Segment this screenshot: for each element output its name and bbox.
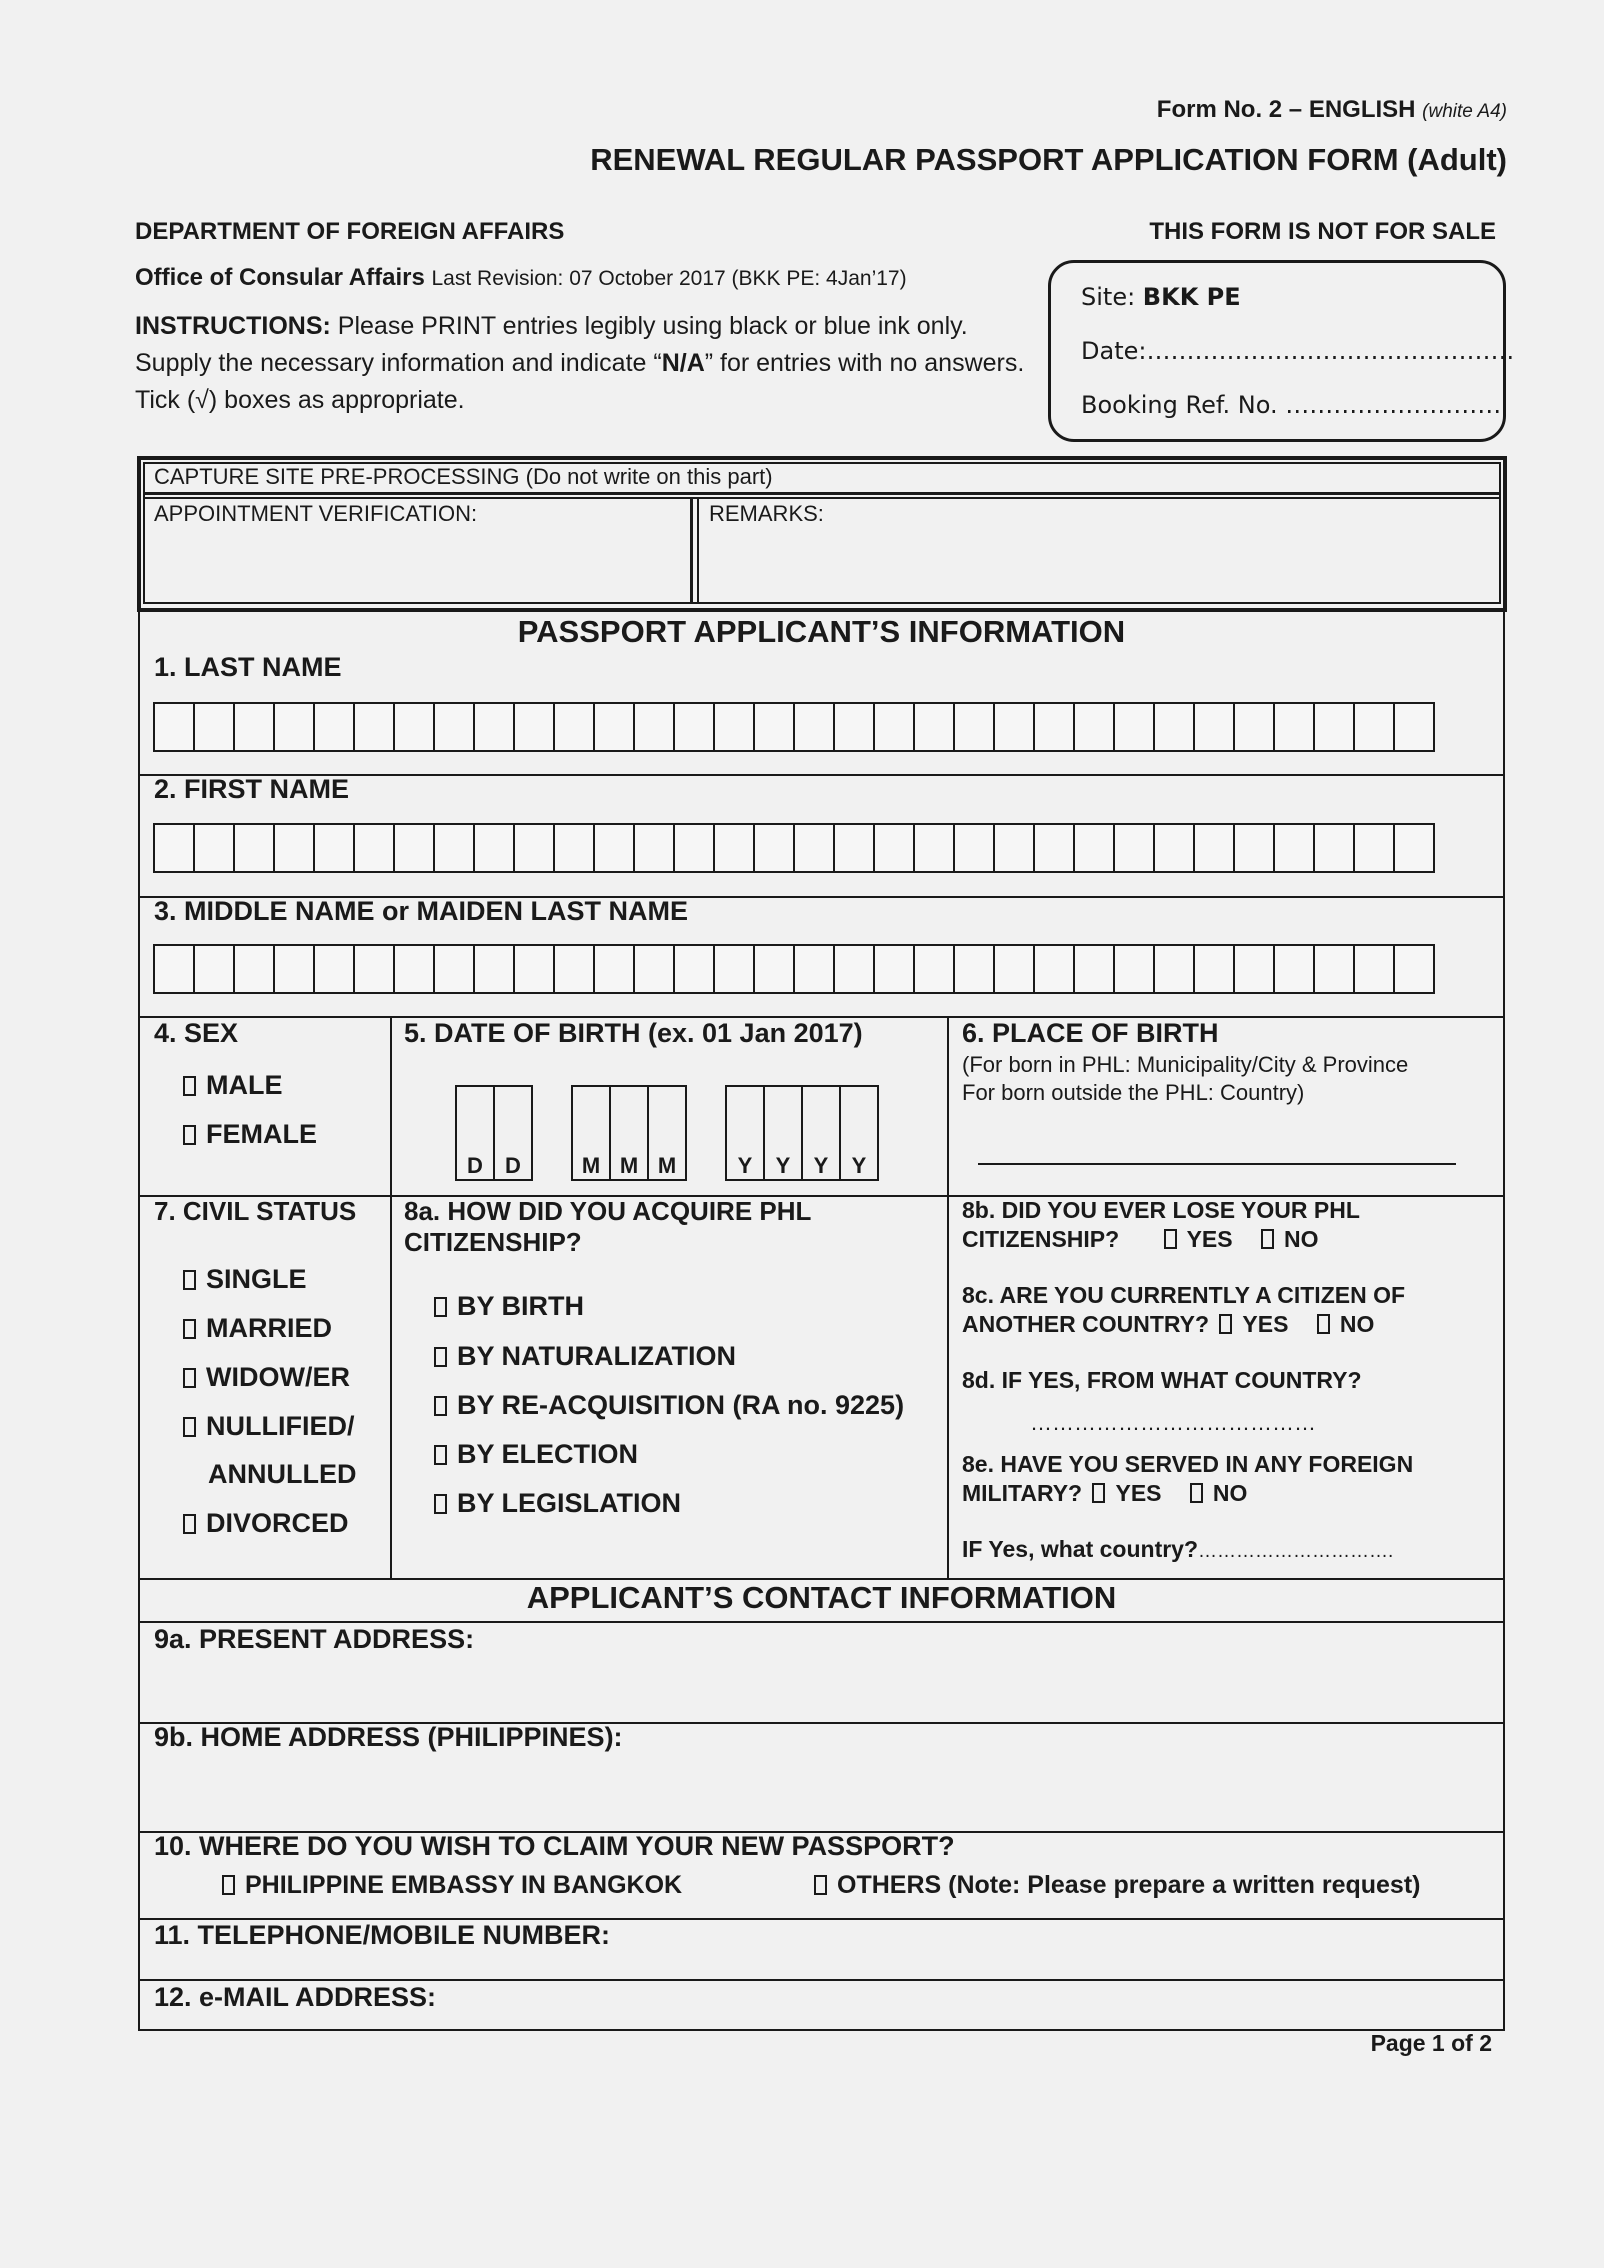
checkbox-box: [1164, 1229, 1177, 1249]
q8b-label-2: CITIZENSHIP?: [962, 1226, 1120, 1252]
checkbox-box: [222, 1875, 235, 1895]
letter-cell[interactable]: [1353, 702, 1395, 752]
letter-cell[interactable]: [1193, 944, 1235, 994]
letter-cell[interactable]: [913, 944, 955, 994]
letter-cell[interactable]: [553, 944, 595, 994]
letter-cell[interactable]: [793, 702, 835, 752]
checkbox-box: [183, 1417, 196, 1437]
civil-widow-label: WIDOW/ER: [206, 1362, 350, 1392]
dob-cell[interactable]: Y: [801, 1085, 841, 1181]
acquire-reacquisition-checkbox[interactable]: [434, 1390, 904, 1421]
instructions-label: INSTRUCTIONS:: [135, 312, 331, 340]
acquire-legislation-label: BY LEGISLATION: [457, 1488, 682, 1518]
letter-cell[interactable]: [273, 944, 315, 994]
telephone-label: 11. TELEPHONE/MOBILE NUMBER:: [154, 1920, 611, 1950]
letter-cell[interactable]: [473, 702, 515, 752]
letter-cell[interactable]: [153, 702, 195, 752]
letter-cell[interactable]: [1113, 702, 1155, 752]
middle-name-input[interactable]: [155, 944, 1435, 994]
letter-cell[interactable]: [393, 702, 435, 752]
acquire-legislation-checkbox[interactable]: [434, 1488, 681, 1519]
applicant-section-title: PASSPORT APPLICANT’S INFORMATION: [517, 614, 1126, 649]
letter-cell[interactable]: [953, 823, 995, 873]
dob-cell[interactable]: M: [647, 1085, 687, 1181]
home-address-field[interactable]: [140, 1760, 1503, 1830]
letter-cell[interactable]: [353, 823, 395, 873]
letter-cell[interactable]: [993, 944, 1035, 994]
yes-label: YES: [1242, 1311, 1289, 1337]
q8d-label: 8d. IF YES, FROM WHAT COUNTRY?: [962, 1367, 1362, 1393]
letter-cell[interactable]: [1153, 944, 1195, 994]
letter-cell[interactable]: [313, 702, 355, 752]
checkbox-box: [814, 1875, 827, 1895]
dob-cell[interactable]: Y: [725, 1085, 765, 1181]
letter-cell[interactable]: [873, 944, 915, 994]
revision-date: Last Revision: 07 October 2017 (BKK PE: 4Jan’17): [431, 267, 907, 290]
letter-cell[interactable]: [1233, 944, 1275, 994]
checkbox-box: [183, 1125, 196, 1145]
letter-cell[interactable]: [313, 823, 355, 873]
checkbox-box: [1092, 1483, 1105, 1503]
acquire-label-2: CITIZENSHIP?: [404, 1227, 582, 1257]
site-label: Site:: [1081, 283, 1143, 311]
letter-cell[interactable]: [713, 944, 755, 994]
civil-divorced-label: DIVORCED: [206, 1508, 349, 1538]
home-address-label: 9b. HOME ADDRESS (PHILIPPINES):: [154, 1722, 623, 1752]
letter-cell[interactable]: [593, 823, 635, 873]
civil-single-label: SINGLE: [206, 1264, 307, 1294]
q8e-country-field[interactable]: ………………………….: [1198, 1541, 1394, 1562]
claim-embassy-checkbox[interactable]: [222, 1871, 682, 1900]
checkbox-box: [183, 1368, 196, 1388]
letter-cell[interactable]: [593, 702, 635, 752]
acquire-reacquisition-label: BY RE-ACQUISITION (RA no. 9225): [457, 1390, 905, 1420]
dob-cell[interactable]: Y: [763, 1085, 803, 1181]
letter-cell[interactable]: [713, 823, 755, 873]
checkbox-box: [183, 1514, 196, 1534]
site-box: [1048, 260, 1515, 442]
not-for-sale-notice: THIS FORM IS NOT FOR SALE: [1149, 218, 1496, 245]
letter-cell[interactable]: [1113, 944, 1155, 994]
letter-cell[interactable]: [1033, 823, 1075, 873]
letter-cell[interactable]: [553, 823, 595, 873]
letter-cell[interactable]: [273, 823, 315, 873]
q8c-line2: [962, 1311, 1374, 1338]
letter-cell[interactable]: [1193, 702, 1235, 752]
form-number-text: Form No. 2 – ENGLISH: [1156, 96, 1416, 123]
letter-cell[interactable]: [393, 823, 435, 873]
letter-cell[interactable]: [873, 823, 915, 873]
letter-cell[interactable]: [1073, 944, 1115, 994]
letter-cell[interactable]: [553, 702, 595, 752]
no-label: NO: [1283, 1226, 1319, 1252]
letter-cell[interactable]: [1193, 823, 1235, 873]
letter-cell[interactable]: [193, 702, 235, 752]
q8c-no-checkbox[interactable]: [1317, 1311, 1375, 1337]
q8b-line2: [962, 1226, 1318, 1253]
instructions-text-end: ” for entries with no answers. Tick (√) boxes as appropriate.: [135, 349, 1025, 414]
claim-others-checkbox[interactable]: [814, 1871, 1420, 1900]
letter-cell[interactable]: [953, 702, 995, 752]
civil-single-checkbox[interactable]: [183, 1264, 307, 1295]
middle-name-label: 3. MIDDLE NAME or MAIDEN LAST NAME: [154, 896, 689, 926]
q8c-label-2: ANOTHER COUNTRY?: [962, 1311, 1210, 1337]
claim-label: 10. WHERE DO YOU WISH TO CLAIM YOUR NEW PASSPORT?: [154, 1831, 955, 1861]
civil-married-label: MARRIED: [206, 1313, 332, 1343]
letter-cell[interactable]: [193, 944, 235, 994]
sex-male-checkbox[interactable]: [183, 1070, 283, 1101]
letter-cell[interactable]: [673, 702, 715, 752]
letter-cell[interactable]: [1073, 702, 1115, 752]
letter-cell[interactable]: [1273, 823, 1315, 873]
site-line: [1081, 283, 1503, 337]
letter-cell[interactable]: [433, 823, 475, 873]
civil-widow-checkbox[interactable]: [183, 1362, 350, 1393]
letter-cell[interactable]: [1073, 823, 1115, 873]
letter-cell[interactable]: [913, 702, 955, 752]
letter-cell[interactable]: [313, 944, 355, 994]
letter-cell[interactable]: [233, 702, 275, 752]
q8c-label: 8c. ARE YOU CURRENTLY A CITIZEN OF: [962, 1282, 1406, 1308]
letter-cell[interactable]: [993, 702, 1035, 752]
q8e-no-checkbox[interactable]: [1190, 1480, 1248, 1506]
form-number: [1157, 96, 1507, 124]
civil-married-checkbox[interactable]: [183, 1313, 332, 1344]
no-label: NO: [1339, 1311, 1375, 1337]
dob-label: 5. DATE OF BIRTH (ex. 01 Jan 2017): [404, 1018, 863, 1048]
pob-input-line[interactable]: [978, 1163, 1456, 1165]
q8e-label: 8e. HAVE YOU SERVED IN ANY FOREIGN: [962, 1451, 1414, 1477]
checkbox-box: [1219, 1314, 1232, 1334]
civil-annulled-label: ANNULLED: [208, 1459, 357, 1489]
letter-cell[interactable]: [593, 944, 635, 994]
claim-others-label: OTHERS (Note: Please prepare a written request): [837, 1871, 1421, 1899]
appointment-verification-label: APPOINTMENT VERIFICATION:: [154, 501, 478, 526]
letter-cell[interactable]: [833, 702, 875, 752]
letter-cell[interactable]: [233, 823, 275, 873]
contact-section-title: APPLICANT’S CONTACT INFORMATION: [526, 1580, 1117, 1615]
q8e-country-line: [962, 1536, 1393, 1563]
letter-cell[interactable]: [353, 702, 395, 752]
checkbox-box: [183, 1270, 196, 1290]
office-name: Office of Consular Affairs: [135, 264, 425, 291]
yes-label: YES: [1186, 1226, 1233, 1252]
letter-cell[interactable]: [1273, 702, 1315, 752]
instructions-text: Please PRINT entries legibly using black or blue ink only. Supply the necessary information and indicate “: [135, 312, 968, 377]
letter-cell[interactable]: [1113, 823, 1155, 873]
letter-cell[interactable]: [753, 823, 795, 873]
letter-cell[interactable]: [393, 944, 435, 994]
letter-cell[interactable]: [433, 702, 475, 752]
letter-cell[interactable]: [793, 823, 835, 873]
claim-embassy-label: PHILIPPINE EMBASSY IN BANGKOK: [245, 1871, 683, 1899]
present-address-field[interactable]: [140, 1660, 1503, 1720]
page-number: Page 1 of 2: [1370, 2030, 1492, 2056]
dob-cell[interactable]: M: [571, 1085, 611, 1181]
q8b-yes-checkbox[interactable]: [1164, 1226, 1233, 1252]
sex-female-checkbox[interactable]: [183, 1119, 317, 1150]
checkbox-box: [1317, 1314, 1330, 1334]
sex-label: 4. SEX: [154, 1018, 239, 1048]
letter-cell[interactable]: [513, 944, 555, 994]
pob-note-abroad: For born outside the PHL: Country): [962, 1080, 1305, 1105]
letter-cell[interactable]: [233, 944, 275, 994]
last-name-label: 1. LAST NAME: [154, 652, 342, 682]
dob-cell[interactable]: M: [609, 1085, 649, 1181]
letter-cell[interactable]: [753, 702, 795, 752]
letter-cell[interactable]: [713, 702, 755, 752]
letter-cell[interactable]: [673, 944, 715, 994]
q8c-yes-checkbox[interactable]: [1219, 1311, 1288, 1337]
letter-cell[interactable]: [753, 944, 795, 994]
acquire-naturalization-checkbox[interactable]: [434, 1341, 736, 1372]
dob-cell[interactable]: Y: [839, 1085, 879, 1181]
date-field[interactable]: Date:……………………………………….: [1081, 337, 1515, 365]
pob-label: 6. PLACE OF BIRTH: [962, 1018, 1219, 1048]
letter-cell[interactable]: [473, 823, 515, 873]
letter-cell[interactable]: [673, 823, 715, 873]
letter-cell[interactable]: [1033, 944, 1075, 994]
checkbox-box: [434, 1396, 447, 1416]
checkbox-box: [1261, 1229, 1274, 1249]
q8e-country-label: IF Yes, what country?: [962, 1536, 1199, 1562]
letter-cell[interactable]: [953, 944, 995, 994]
letter-cell[interactable]: [1313, 702, 1355, 752]
checkbox-box: [434, 1297, 447, 1317]
office-line: [135, 264, 907, 292]
civil-nullified-label: NULLIFIED/: [206, 1411, 355, 1441]
checkbox-box: [1190, 1483, 1203, 1503]
letter-cell[interactable]: [833, 944, 875, 994]
checkbox-box: [434, 1347, 447, 1367]
letter-cell[interactable]: [153, 944, 195, 994]
letter-cell[interactable]: [633, 823, 675, 873]
acquire-election-label: BY ELECTION: [457, 1439, 639, 1469]
letter-cell[interactable]: [353, 944, 395, 994]
civil-status-label: 7. CIVIL STATUS: [154, 1196, 357, 1226]
letter-cell[interactable]: [1033, 702, 1075, 752]
checkbox-box: [183, 1319, 196, 1339]
sex-male-label: MALE: [206, 1070, 283, 1100]
acquire-election-checkbox[interactable]: [434, 1439, 638, 1470]
instructions: [135, 308, 1025, 419]
letter-cell[interactable]: [1393, 944, 1435, 994]
letter-cell[interactable]: [1313, 823, 1355, 873]
dob-cell[interactable]: D: [455, 1085, 495, 1181]
last-name-input[interactable]: [155, 702, 1435, 752]
letter-cell[interactable]: [1313, 944, 1355, 994]
letter-cell[interactable]: [1393, 823, 1435, 873]
letter-cell[interactable]: [833, 823, 875, 873]
letter-cell[interactable]: [873, 702, 915, 752]
letter-cell[interactable]: [993, 823, 1035, 873]
checkbox-box: [183, 1076, 196, 1096]
q8b-no-checkbox[interactable]: [1261, 1226, 1319, 1252]
present-address-label: 9a. PRESENT ADDRESS:: [154, 1624, 475, 1654]
form-title: RENEWAL REGULAR PASSPORT APPLICATION FORM (Adult): [590, 142, 1507, 177]
no-label: NO: [1212, 1480, 1248, 1506]
letter-cell[interactable]: [913, 823, 955, 873]
letter-cell[interactable]: [1273, 944, 1315, 994]
pob-note-phl: (For born in PHL: Municipality/City & Province: [962, 1052, 1409, 1077]
first-name-input[interactable]: [155, 823, 1435, 873]
letter-cell[interactable]: [1233, 702, 1275, 752]
letter-cell[interactable]: [153, 823, 195, 873]
department-name: DEPARTMENT OF FOREIGN AFFAIRS: [135, 218, 565, 245]
dob-cell[interactable]: D: [493, 1085, 533, 1181]
letter-cell[interactable]: [1153, 823, 1195, 873]
booking-ref-field[interactable]: Booking Ref. No. ………………………: [1081, 391, 1502, 419]
civil-divorced-checkbox[interactable]: [183, 1508, 349, 1539]
acquire-naturalization-label: BY NATURALIZATION: [457, 1341, 736, 1371]
yes-label: YES: [1115, 1480, 1162, 1506]
letter-cell[interactable]: [513, 823, 555, 873]
email-label: 12. e-MAIL ADDRESS:: [154, 1982, 437, 2012]
site-value: BKK PE: [1142, 283, 1241, 311]
letter-cell[interactable]: [1153, 702, 1195, 752]
letter-cell[interactable]: [1233, 823, 1275, 873]
q8e-label-2: MILITARY?: [962, 1480, 1083, 1506]
first-name-label: 2. FIRST NAME: [154, 774, 350, 804]
letter-cell[interactable]: [273, 702, 315, 752]
letter-cell[interactable]: [1393, 702, 1435, 752]
letter-cell[interactable]: [633, 944, 675, 994]
form-paper-note: (white A4): [1422, 101, 1507, 122]
sex-female-label: FEMALE: [206, 1119, 317, 1149]
checkbox-box: [434, 1494, 447, 1514]
checkbox-box: [434, 1445, 447, 1465]
letter-cell[interactable]: [193, 823, 235, 873]
q8e-yes-checkbox[interactable]: [1092, 1480, 1161, 1506]
acquire-label: 8a. HOW DID YOU ACQUIRE PHL: [404, 1196, 812, 1226]
letter-cell[interactable]: [1353, 944, 1395, 994]
letter-cell[interactable]: [473, 944, 515, 994]
letter-cell[interactable]: [513, 702, 555, 752]
q8e-line2: [962, 1480, 1247, 1507]
remarks-label: REMARKS:: [709, 501, 824, 526]
capture-title: CAPTURE SITE PRE-PROCESSING (Do not write on this part): [154, 464, 773, 489]
acquire-birth-checkbox[interactable]: [434, 1291, 584, 1322]
acquire-birth-label: BY BIRTH: [457, 1291, 585, 1321]
civil-nullified-checkbox[interactable]: [183, 1411, 355, 1442]
q8d-country-field[interactable]: …………………………………: [1030, 1410, 1316, 1435]
instructions-na: N/A: [661, 349, 705, 377]
letter-cell[interactable]: [433, 944, 475, 994]
q8b-label: 8b. DID YOU EVER LOSE YOUR PHL: [962, 1197, 1360, 1223]
letter-cell[interactable]: [1353, 823, 1395, 873]
letter-cell[interactable]: [793, 944, 835, 994]
letter-cell[interactable]: [633, 702, 675, 752]
